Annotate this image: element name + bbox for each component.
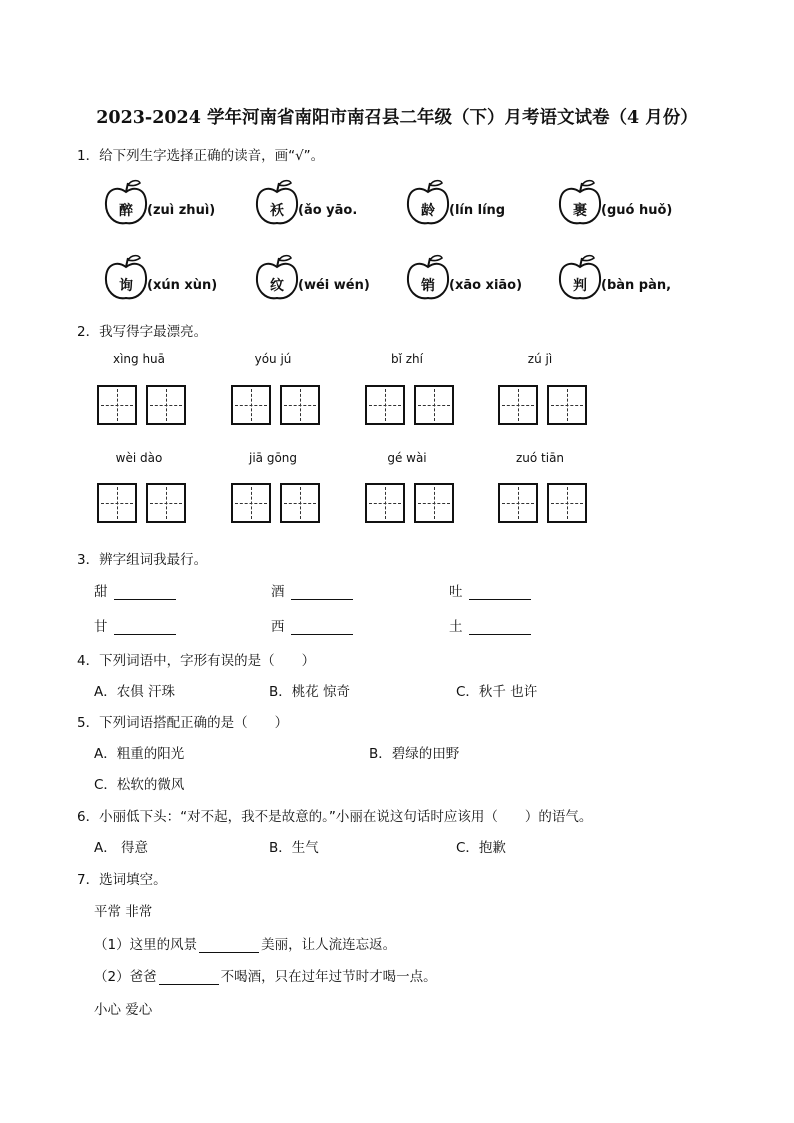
writing-grid-box[interactable] [231, 483, 271, 523]
sentence-1-end: 美丽，让人流连忘返。 [261, 937, 397, 953]
writing-grid-box[interactable] [547, 385, 587, 425]
answer-blank[interactable] [159, 970, 219, 985]
sentence-2-start: （2）爸爸 [94, 969, 157, 985]
option-c[interactable]: C．松软的微风 [94, 777, 185, 793]
answer-blank[interactable] [114, 620, 176, 635]
answer-blank[interactable] [199, 938, 259, 953]
question-2-stem: 2．我写得字最漂亮。 [77, 324, 208, 340]
q1-character: 裹 [573, 203, 587, 219]
writing-grid-box[interactable] [231, 385, 271, 425]
q1-pinyin-options[interactable]: (lín líng [449, 203, 506, 218]
q2-pinyin-label: gé wài [387, 451, 427, 465]
writing-grid-box[interactable] [498, 385, 538, 425]
writing-grid-box[interactable] [280, 483, 320, 523]
writing-grid-box[interactable] [97, 483, 137, 523]
apple-icon [254, 253, 300, 301]
writing-grid-box[interactable] [97, 385, 137, 425]
apple-icon [557, 178, 603, 226]
q1-pinyin-options[interactable]: (guó huǒ) [601, 203, 673, 218]
writing-grid-box[interactable] [547, 483, 587, 523]
q7-sentence-1 [94, 933, 396, 953]
option-b[interactable]: B．桃花 惊奇 [269, 684, 351, 700]
q3-char: 甘 [94, 619, 108, 635]
writing-grid-box[interactable] [414, 385, 454, 425]
answer-blank[interactable] [291, 585, 353, 600]
writing-grid-box[interactable] [414, 483, 454, 523]
option-a[interactable]: A．粗重的阳光 [94, 746, 185, 762]
q1-character: 袄 [270, 203, 284, 219]
q3-char: 甜 [94, 584, 108, 600]
apple-icon [254, 178, 300, 226]
q3-item [271, 580, 353, 600]
q1-pinyin-options[interactable]: (xāo xiāo) [449, 278, 523, 293]
q7-sentence-2 [94, 965, 437, 985]
answer-blank[interactable] [114, 585, 176, 600]
q1-character: 销 [421, 278, 435, 294]
sentence-2-end: 不喝酒，只在过年过节时才喝一点。 [220, 969, 437, 985]
page-title: 2023-2024 学年河南省南阳市南召县二年级（下）月考语文试卷（4 月份） [96, 108, 698, 128]
question-4-stem: 4．下列词语中，字形有误的是（ ） [77, 653, 316, 669]
option-a[interactable]: A． 得意 [94, 840, 149, 856]
sentence-1-start: （1）这里的风景 [94, 937, 198, 953]
question-7-stem: 7．选词填空。 [77, 872, 167, 888]
apple-icon [405, 253, 451, 301]
q1-character: 龄 [421, 203, 435, 219]
q2-pinyin-label: zuó tiān [515, 451, 565, 465]
q2-pinyin-label: yóu jú [254, 352, 292, 366]
writing-grid-box[interactable] [365, 385, 405, 425]
answer-blank[interactable] [291, 620, 353, 635]
writing-grid-box[interactable] [365, 483, 405, 523]
q3-char: 吐 [449, 584, 463, 600]
q3-char: 土 [449, 619, 463, 635]
q3-item [271, 615, 353, 635]
q2-pinyin-label: xìng huā [112, 352, 166, 366]
apple-icon [103, 178, 149, 226]
q1-pinyin-options[interactable]: (zuì zhuì) [147, 203, 216, 218]
q1-character: 询 [119, 278, 133, 294]
q2-pinyin-label: bǐ zhí [390, 352, 423, 366]
q2-pinyin-label: zú jì [527, 352, 553, 366]
q1-pinyin-options[interactable]: (wéi wén) [298, 278, 370, 293]
question-5-stem: 5．下列词语搭配正确的是（ ） [77, 715, 289, 731]
q1-pinyin-options[interactable]: (ǎo yāo. [298, 203, 358, 218]
option-c[interactable]: C．抱歉 [456, 840, 506, 856]
q3-item [449, 580, 531, 600]
q3-item [94, 580, 176, 600]
writing-grid-box[interactable] [280, 385, 320, 425]
option-a[interactable]: A．农俱 汗珠 [94, 684, 176, 700]
q1-pinyin-options[interactable]: (xún xùn) [147, 278, 218, 293]
q3-item [449, 615, 531, 635]
writing-grid-box[interactable] [146, 385, 186, 425]
apple-icon [405, 178, 451, 226]
q1-character: 醉 [119, 203, 133, 219]
q1-pinyin-options[interactable]: (bàn pàn, [601, 278, 672, 293]
q2-pinyin-label: wèi dào [115, 451, 163, 465]
writing-grid-box[interactable] [146, 483, 186, 523]
question-3-stem: 3．辨字组词我最行。 [77, 552, 208, 568]
option-b[interactable]: B．生气 [269, 840, 319, 856]
question-6-stem: 6．小丽低下头：“对不起，我不是故意的。”小丽在说这句话时应该用（ ）的语气。 [77, 809, 593, 825]
q3-char: 酒 [271, 584, 285, 600]
word-group-1: 平常 非常 [94, 904, 153, 920]
q3-char: 西 [271, 619, 285, 635]
answer-blank[interactable] [469, 620, 531, 635]
q2-pinyin-label: jiā gōng [248, 451, 298, 465]
question-1-stem: 1．给下列生字选择正确的读音，画“√”。 [77, 148, 325, 164]
q1-character: 纹 [270, 278, 284, 294]
apple-icon [557, 253, 603, 301]
answer-blank[interactable] [469, 585, 531, 600]
option-c[interactable]: C．秋千 也许 [456, 684, 538, 700]
q3-item [94, 615, 176, 635]
apple-icon [103, 253, 149, 301]
option-b[interactable]: B．碧绿的田野 [369, 746, 460, 762]
writing-grid-box[interactable] [498, 483, 538, 523]
word-group-2: 小心 爱心 [94, 1002, 153, 1018]
q1-character: 判 [573, 278, 587, 294]
